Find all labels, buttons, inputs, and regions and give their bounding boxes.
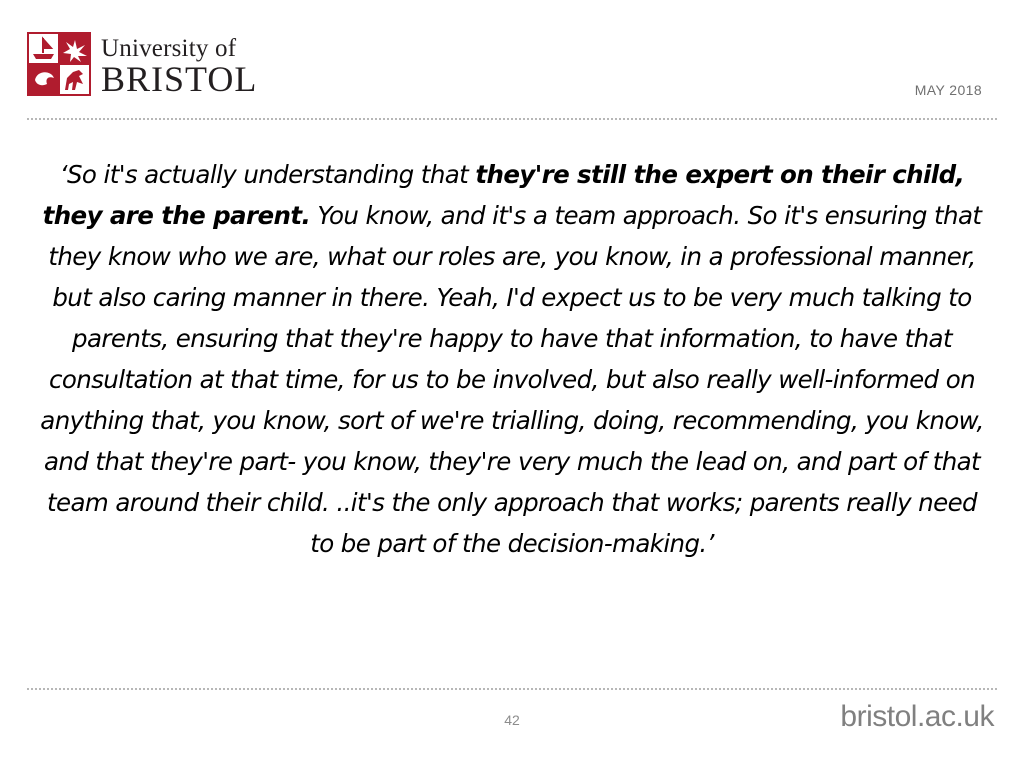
quote-intro: ‘So it's actually understanding that (59, 160, 476, 189)
quote-text (36, 154, 988, 564)
quote-emphasis: they're still the expert on their child, they are the parent. (42, 160, 965, 230)
bottom-divider (27, 688, 997, 690)
crest-icon (27, 32, 91, 96)
website-link[interactable]: bristol.ac.uk (840, 700, 994, 733)
page-number: 42 (504, 712, 520, 728)
top-divider (27, 118, 997, 120)
logo-line-bristol: BRISTOL (101, 59, 258, 99)
logo-wordmark (101, 35, 258, 99)
logo-line-university: University of (101, 35, 237, 62)
slide-date: MAY 2018 (914, 82, 982, 98)
quote-body: You know, and it's a team approach. So it's ensuring that they know who we are, what our roles are, you know, in a professional manner, but also caring manner in there. Yeah, I'd expect us to be very much talking to parents, ensuring that they're happy to have that information, to have that consultation at that time, for us to be involved, but also really well-informed on anything that, you know, sort of we're trialling, doing, recommending, you know, and that they're part- you know, they're very much the lead on, and part of that team around their child. ..it's the only approach that works; parents really need to be part of the decision-making.’ (40, 201, 984, 558)
